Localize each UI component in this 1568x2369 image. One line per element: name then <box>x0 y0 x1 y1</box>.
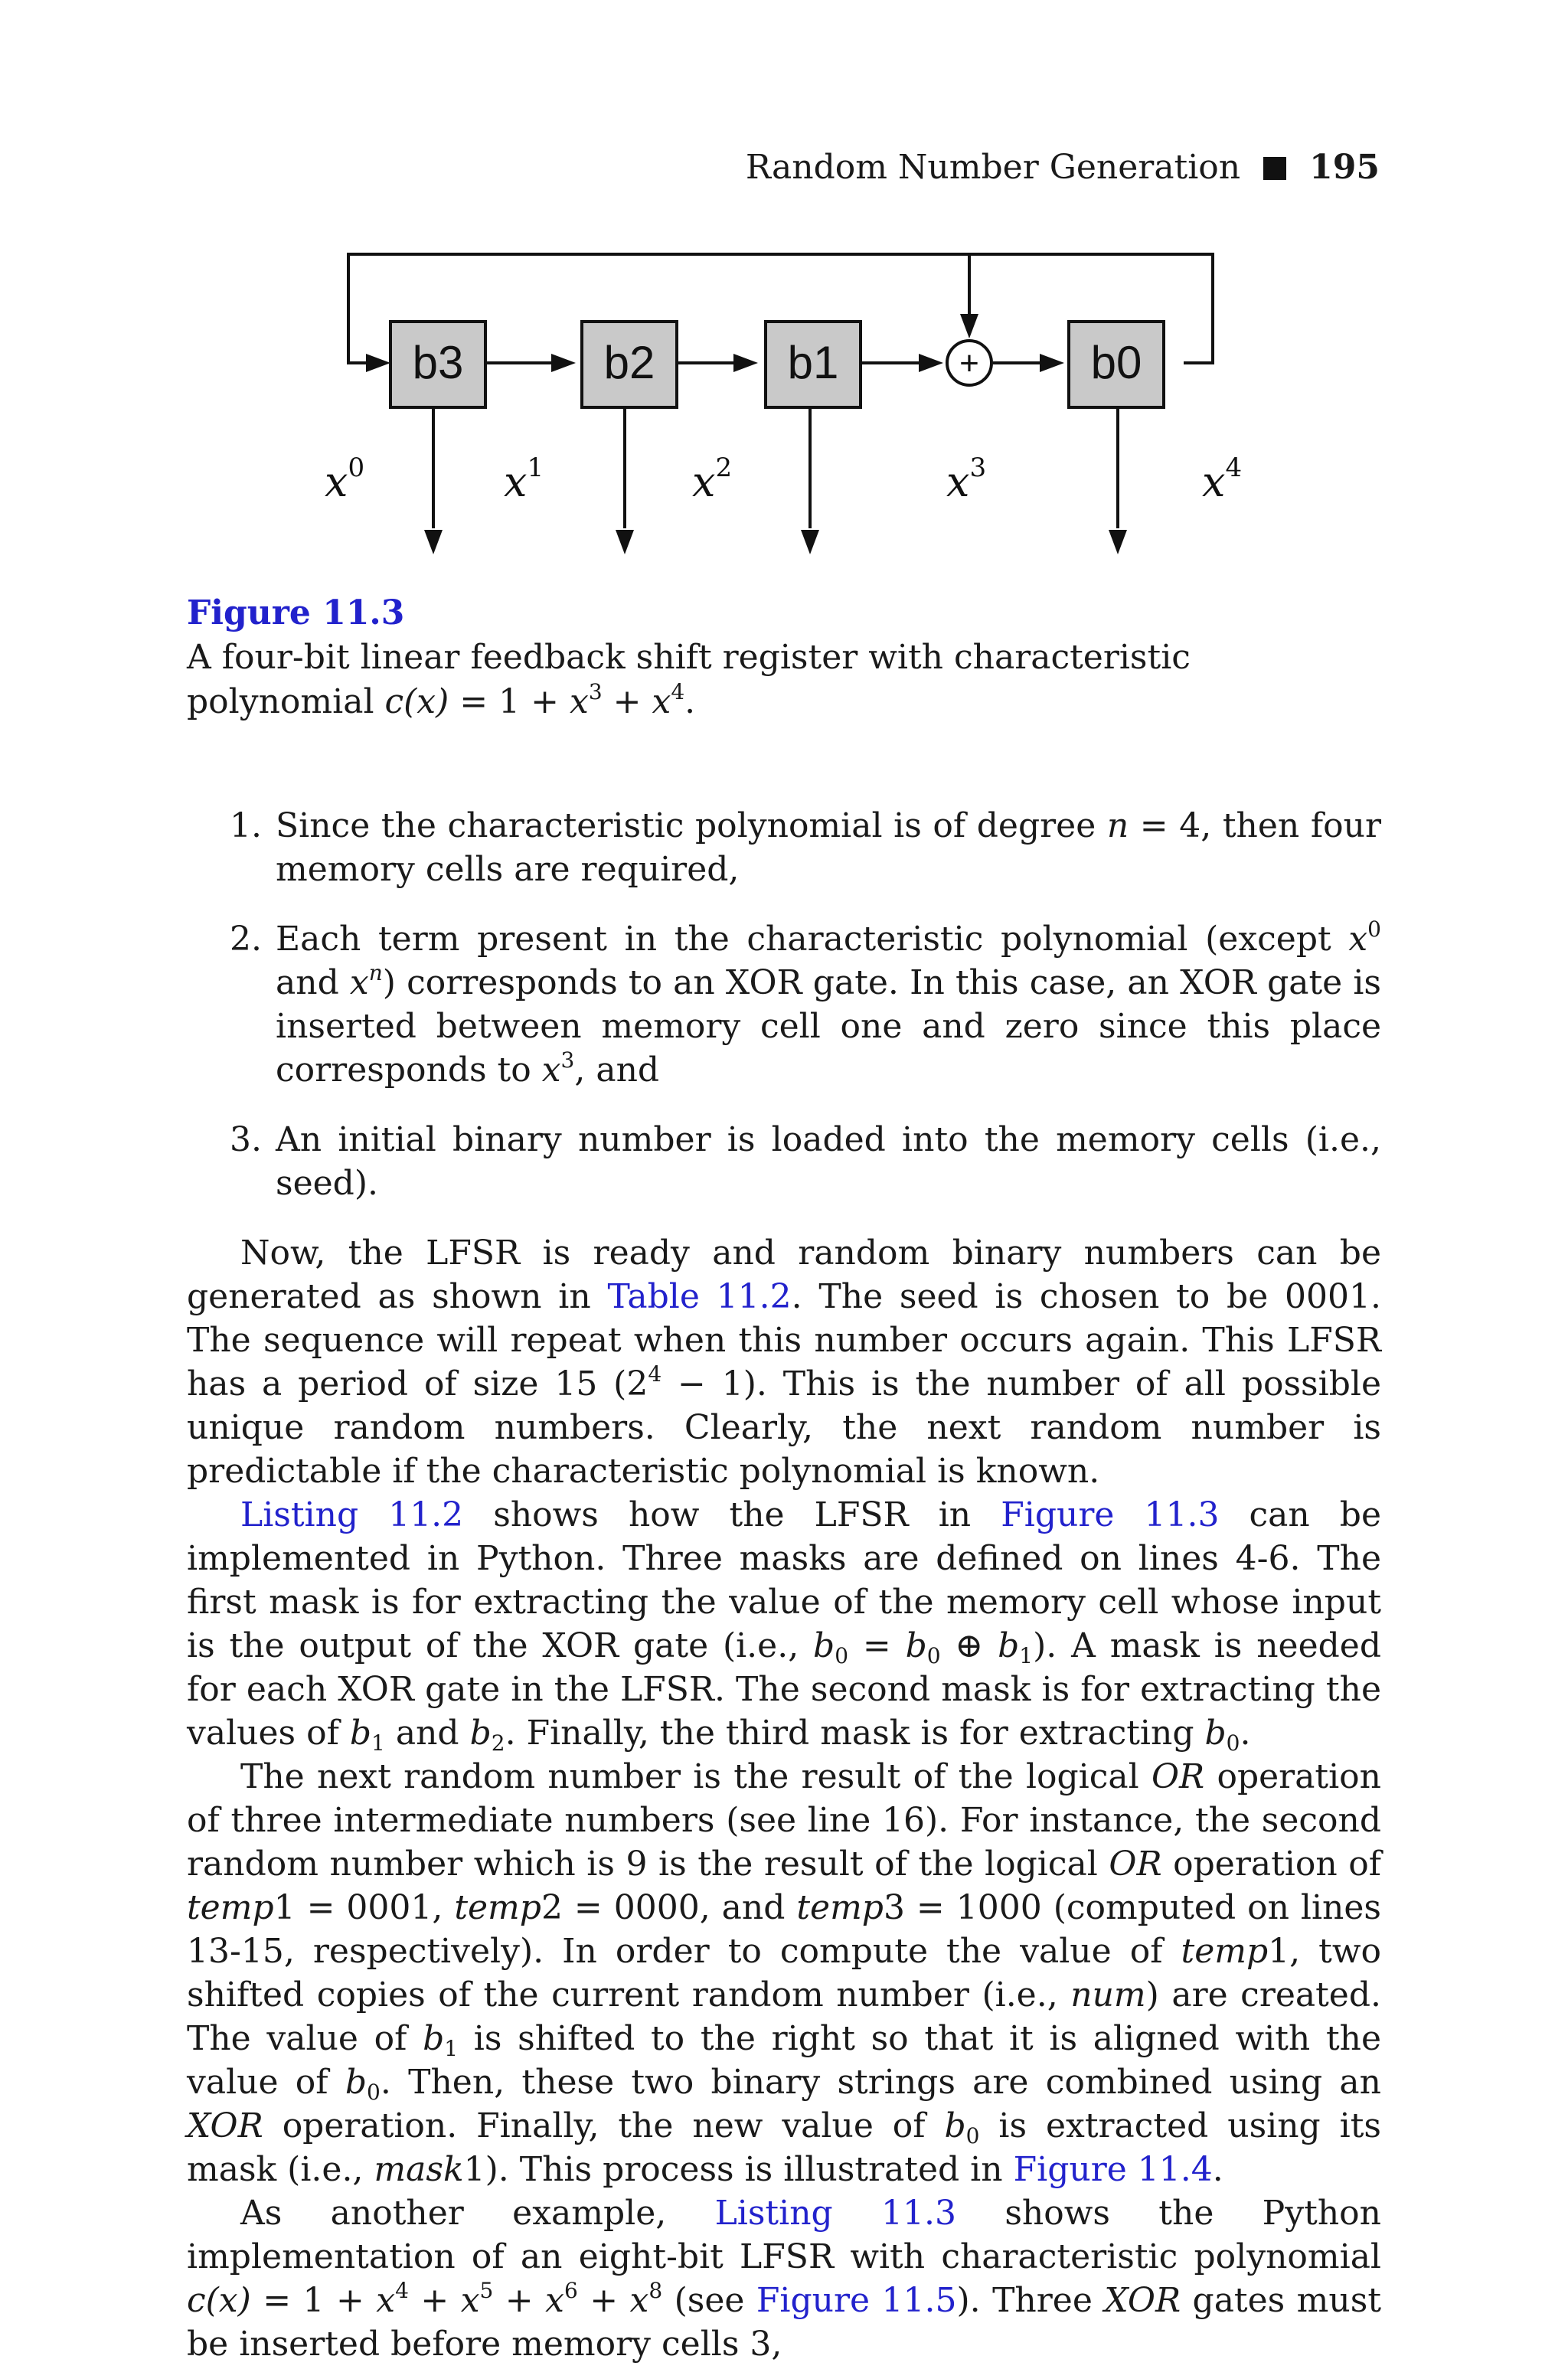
arrowhead <box>366 354 390 372</box>
figure-label: Figure 11.3 <box>187 593 405 632</box>
page-number: 195 <box>1309 148 1380 187</box>
xor-gate <box>947 341 991 385</box>
term-labels <box>325 453 1242 506</box>
arrowhead <box>551 354 576 372</box>
term-label: $x^2$ <box>692 453 733 506</box>
arrowhead <box>1040 354 1064 372</box>
figure-link[interactable]: Figure 11.5 <box>756 2281 957 2320</box>
table-link[interactable]: Table 11.2 <box>607 1277 792 1316</box>
term-label: $x^4$ <box>1202 453 1243 506</box>
cell-label: b3 <box>412 337 464 388</box>
term-label: $x^0$ <box>325 453 365 506</box>
cell-label: b1 <box>787 337 839 388</box>
arrowhead <box>424 530 443 554</box>
arrowhead <box>733 354 758 372</box>
term-label: $x^1$ <box>504 453 544 506</box>
cell-label: b0 <box>1090 337 1142 388</box>
list-item: 2. Each term present in the characteristic polynomial (except $x^0$ and $x^n$) corresponds to an XOR gate. In this case, an XOR gate is inserted between memory cell one and zero since this place corresponds to $x^3$, and <box>230 917 1381 1090</box>
paragraph: The next random number is the result of the logical OR operation of three intermediate numbers (see line 16). For instance, the second random number which is 9 is the result of the logical OR operation of temp1 = 0001, temp2 = 0000, and temp3 = 1000 (computed on lines 13-15, respectively). In order to compute the value of temp1, two shifted copies of the current random number (i.e., num) are created. The value of $b_1$ is shifted to the right so that it is aligned with the value of $b_0$. Then, these two binary strings are combined using an XOR operation. Finally, the new value of $b_0$ is extracted using its mask (i.e., mask1). This process is illustrated in Figure 11.4. <box>187 1757 1382 2189</box>
figure-link[interactable]: Figure 11.3 <box>1001 1495 1220 1534</box>
numbered-list <box>187 804 1381 1205</box>
arrowhead <box>616 530 634 554</box>
paragraph: As another example, Listing 11.3 shows the Python implementation of an eight-bit LFSR with characteristic polynomial $c(x) = 1 + x^4 + x^5 + x^6 + x^8$ (see Figure 11.5). Three XOR gates must be inserted before memory cells 3, <box>187 2194 1381 2364</box>
arrowhead <box>801 530 819 554</box>
term-label: $x^3$ <box>946 453 987 506</box>
listing-link[interactable]: Listing 11.3 <box>714 2194 956 2233</box>
listing-link[interactable]: Listing 11.2 <box>240 1495 464 1534</box>
cell-label: b2 <box>603 337 655 388</box>
figure-link[interactable]: Figure 11.4 <box>1013 2150 1213 2189</box>
running-title: Random Number Generation <box>745 148 1241 187</box>
body-text <box>187 804 1381 2366</box>
list-item: 1. Since the characteristic polynomial is of degree n = 4, then four memory cells are required, <box>230 806 1381 889</box>
caption-text: A four-bit linear feedback shift register with characteristic polynomial $c(x) = 1 + x^3 + x^4$. <box>187 638 1191 721</box>
figure-caption <box>187 591 1381 724</box>
paragraph: Listing 11.2 shows how the LFSR in Figure 11.3 can be implemented in Python. Three masks are defined on lines 4-6. The first mask is for extracting the value of the memory cell whose input is the output of the XOR gate (i.e., $b_0 = b_0$ ⊕ $b_1$). A mask is needed for each XOR gate in the LFSR. The second mask is for extracting the values of $b_1$ and $b_2$. Finally, the third mask is for extracting $b_0$. <box>187 1495 1382 1756</box>
lfsr-diagram <box>0 0 1568 582</box>
list-item: 3. An initial binary number is loaded into the memory cells (i.e., seed). <box>230 1120 1381 1203</box>
arrowhead <box>960 314 978 338</box>
xor-symbol: + <box>959 345 979 382</box>
paragraph: Now, the LFSR is ready and random binary numbers can be generated as shown in Table 11.2. The seed is chosen to be 0001. The sequence will repeat when this number occurs again. This LFSR has a period of size 15 $(2^4 - 1)$. This is the number of all possible unique random numbers. Clearly, the next random number is predictable if the characteristic polynomial is known. <box>187 1234 1381 1491</box>
arrowhead <box>919 354 943 372</box>
arrowhead <box>1109 530 1127 554</box>
